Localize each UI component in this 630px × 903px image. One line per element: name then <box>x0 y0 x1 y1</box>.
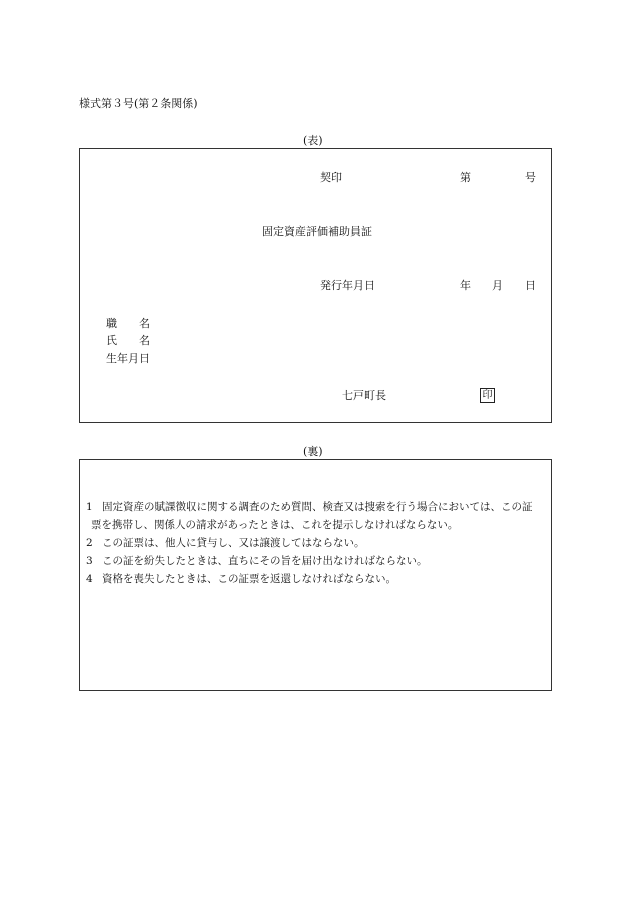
note-text: この証を紛失したときは、直ちにその旨を届け出なければならない。 <box>102 555 428 567</box>
note-item <box>86 502 533 513</box>
note-text: 固定資産の賦課徴収に関する調査のため質問、検査又は捜索を行う場合においては、この証 <box>102 501 533 513</box>
note-number: 4 <box>86 573 93 585</box>
note-number: 1 <box>86 501 93 513</box>
form-title: 様式第３号(第２条関係) <box>79 97 198 110</box>
issuer: 七戸町長 <box>342 389 386 402</box>
note-item <box>86 574 396 585</box>
field-name: 氏 名 <box>106 334 150 347</box>
front-card <box>79 148 552 423</box>
number-prefix: 契印 <box>320 171 342 184</box>
number-dai: 第 <box>460 171 471 184</box>
issue-month: 月 <box>492 279 503 292</box>
issue-label: 発行年月日 <box>320 279 375 292</box>
number-go: 号 <box>525 171 536 184</box>
front-label: (表) <box>303 134 323 147</box>
card-title: 固定資産評価補助員証 <box>262 225 372 238</box>
issue-day: 日 <box>525 279 536 292</box>
field-birthdate: 生年月日 <box>106 352 150 365</box>
seal-mark: 印 <box>480 388 495 403</box>
note-continuation: 票を携帯し、関係人の請求があったときは、これを提示しなければならない。 <box>91 519 459 531</box>
note-text: 資格を喪失したときは、この証票を返還しなければならない。 <box>102 573 396 585</box>
back-label: (裏) <box>303 445 323 458</box>
note-item <box>86 538 365 549</box>
issue-year: 年 <box>460 279 471 292</box>
note-text: この証票は、他人に貸与し、又は譲渡してはならない。 <box>102 537 365 549</box>
note-number: 2 <box>86 537 93 549</box>
field-position: 職 名 <box>106 317 150 330</box>
note-item <box>86 556 428 567</box>
note-number: 3 <box>86 555 93 567</box>
